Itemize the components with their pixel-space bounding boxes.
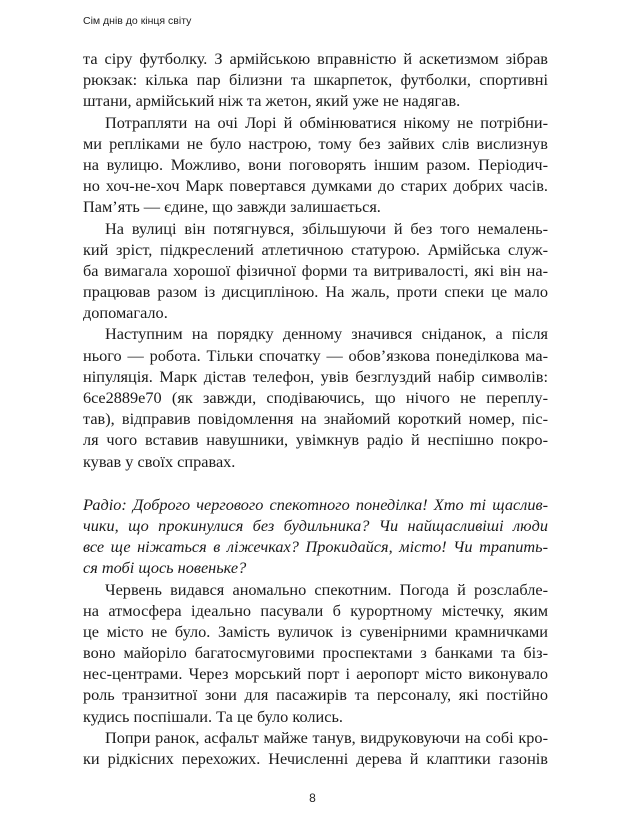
text-line: На вулиці він потягнувся, збільшуючи й без того немалень-	[105, 218, 548, 238]
text-line: чики, що прокинулися без будильника? Чи найщасливіші люди	[83, 515, 548, 535]
text-line: допомагало.	[83, 303, 168, 323]
page-body	[83, 48, 548, 769]
text-line: тав), відправив повідомлення на знайомий короткий номер, піс-	[83, 409, 548, 429]
text-line: та сіру футболку. З армійською вправністю й аскетизмом зібрав	[83, 49, 548, 68]
paragraph	[83, 48, 548, 112]
paragraph	[83, 579, 548, 727]
text-line: но хоч-не-хоч Марк повертався думками до старих добрих часів.	[83, 176, 548, 196]
text-line: Пам’ять — єдине, що завжди залишається.	[83, 197, 381, 217]
paragraph	[83, 112, 548, 218]
text-line: працював разом із дисципліною. На жаль, проти спеки це мало	[83, 282, 548, 302]
text-line: Червень видався аномально спекотним. Погода й розслабле-	[105, 579, 548, 599]
page-number: 8	[309, 791, 316, 805]
text-line: на атмосфера ідеально пасували б курортному містечку, яким	[83, 600, 548, 620]
text-line: роль транзитної зони для пасажирів та персоналу, які постійно	[83, 685, 548, 705]
text-line: ба вимагала хорошої фізичної форми та витривалості, які він на-	[83, 260, 548, 280]
text-line: ми репліками не було настрою, тому без зайвих слів вислизнув	[83, 133, 548, 153]
text-line: ся тобі щось новеньке?	[83, 558, 247, 578]
radio-quote-paragraph	[83, 494, 548, 579]
text-line: ніпуляція. Марк дістав телефон, увів безглуздий набір символів:	[83, 366, 548, 386]
paragraph	[83, 218, 548, 324]
text-line: нес-центрами. Через морський порт і аеропорт місто виконувало	[83, 664, 548, 684]
text-line: Наступним на порядку денному значився сніданок, а після	[105, 324, 548, 344]
paragraph	[83, 727, 548, 769]
text-line: штани, армійський ніж та жетон, який уже не надягав.	[83, 91, 461, 111]
text-line: ля чого вставив навушники, увімкнув радіо й неспішно покро-	[83, 430, 548, 450]
text-line: Потрапляти на очі Лорі й обмінюватися нікому не потрібни-	[105, 112, 548, 132]
text-line: кував у своїх справах.	[83, 451, 236, 471]
text-line: все ще ніжаться в ліжечках? Прокидайся, місто! Чи трапить-	[83, 537, 548, 557]
text-line: на вулицю. Можливо, вони поговорять іншим разом. Періодич-	[83, 154, 548, 174]
text-line: рюкзак: кілька пар білизни та шкарпеток, футболки, спортивні	[83, 70, 548, 90]
text-line: це місто не було. Замість вуличок із сувенірними крамничками	[83, 621, 548, 641]
text-line: 6ce2889e70 (як завжди, сподіваючись, що нічого не переплу-	[83, 388, 548, 407]
text-line: ки рідкісних перехожих. Нечисленні дерева й клаптики газонів	[83, 749, 548, 768]
text-line: Радіо: Доброго чергового спекотного понеділка! Хто ті щаслив-	[83, 494, 548, 514]
text-line: кий зріст, підкреслений атлетичною статурою. Армійська служ-	[83, 239, 548, 259]
paragraph	[83, 323, 548, 471]
running-header: Сім днів до кінця світу	[83, 15, 192, 27]
text-line: нього — робота. Тільки спочатку — обов’язкова понеділкова ма-	[83, 345, 548, 365]
text-line: воно майоріло багатосмуговими проспектами з банками та біз-	[83, 643, 548, 663]
text-line: Попри ранок, асфальт майже танув, видруковуючи на собі кро-	[105, 727, 548, 747]
text-line: кудись поспішали. Та це було колись.	[83, 706, 343, 726]
